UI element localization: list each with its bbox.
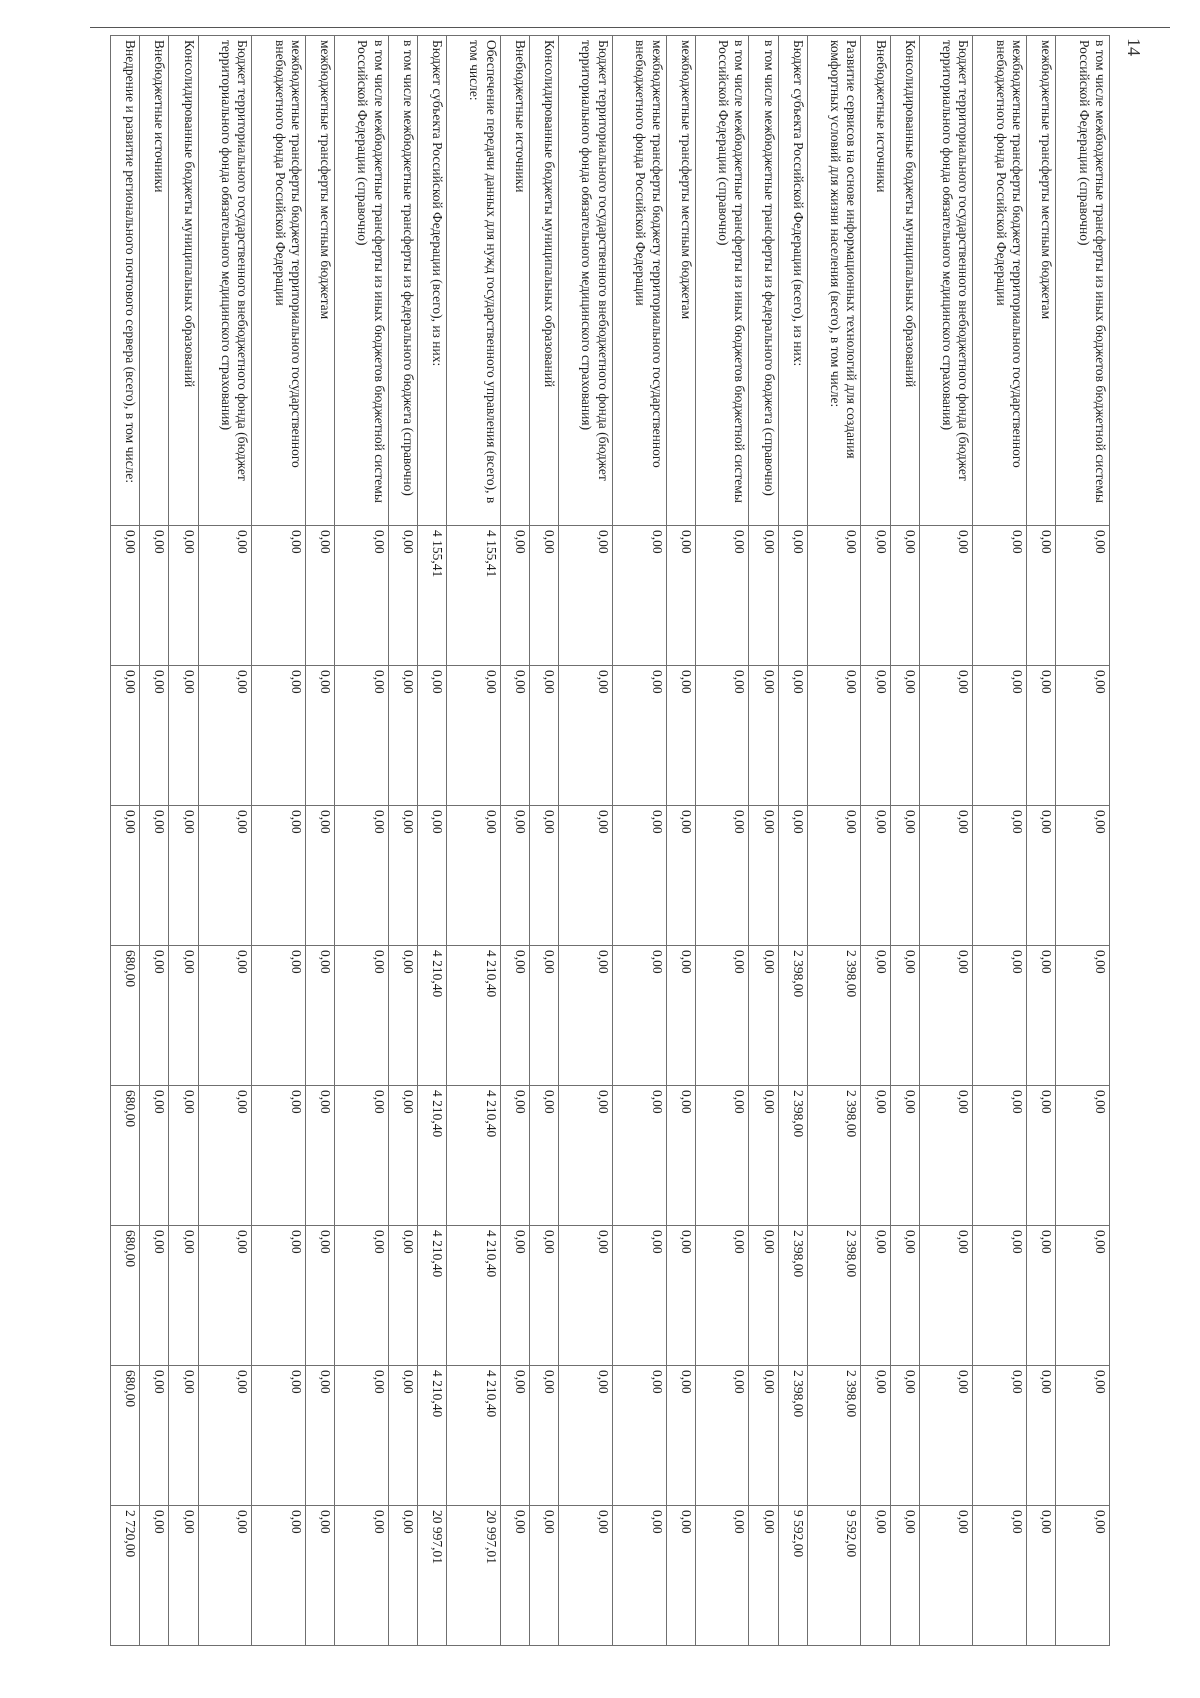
value-cell: 0,00 xyxy=(252,1226,306,1366)
value-cell: 0,00 xyxy=(335,1506,389,1646)
value-cell: 0,00 xyxy=(500,526,529,666)
value-cell: 0,00 xyxy=(695,1086,749,1226)
value-cell: 0,00 xyxy=(973,1086,1027,1226)
value-cell: 2 398,00 xyxy=(778,1366,807,1506)
value-cell: 0,00 xyxy=(861,1226,890,1366)
row-label: межбюджетные трансферты местным бюджетам xyxy=(306,36,335,526)
table-row xyxy=(973,36,1027,1646)
value-cell: 0,00 xyxy=(890,1506,919,1646)
header-rule xyxy=(90,27,1170,28)
value-cell: 2 720,00 xyxy=(111,1506,140,1646)
value-cell: 0,00 xyxy=(306,1086,335,1226)
value-cell: 20 997,01 xyxy=(418,1506,447,1646)
value-cell: 0,00 xyxy=(1056,526,1110,666)
value-cell: 0,00 xyxy=(919,526,973,666)
value-cell: 0,00 xyxy=(140,946,169,1086)
value-cell: 0,00 xyxy=(500,946,529,1086)
value-cell: 0,00 xyxy=(666,1226,695,1366)
value-cell: 0,00 xyxy=(140,1226,169,1366)
value-cell: 0,00 xyxy=(559,946,613,1086)
value-cell: 0,00 xyxy=(749,666,778,806)
value-cell: 0,00 xyxy=(111,526,140,666)
value-cell: 4 210,40 xyxy=(447,1226,501,1366)
value-cell: 0,00 xyxy=(559,526,613,666)
value-cell: 0,00 xyxy=(749,1506,778,1646)
table-row xyxy=(612,36,666,1646)
table-row xyxy=(500,36,529,1646)
value-cell: 0,00 xyxy=(335,526,389,666)
value-cell: 0,00 xyxy=(861,1086,890,1226)
value-cell: 4 155,41 xyxy=(447,526,501,666)
value-cell: 0,00 xyxy=(695,1506,749,1646)
row-label: в том числе межбюджетные трансферты из иных бюджетов бюджетной системы Российской Федерации (справочно) xyxy=(1056,36,1110,526)
value-cell: 0,00 xyxy=(252,526,306,666)
value-cell: 0,00 xyxy=(388,1506,417,1646)
value-cell: 4 210,40 xyxy=(418,946,447,1086)
value-cell: 0,00 xyxy=(559,666,613,806)
value-cell: 0,00 xyxy=(749,1086,778,1226)
value-cell: 0,00 xyxy=(973,806,1027,946)
value-cell: 0,00 xyxy=(861,1366,890,1506)
value-cell: 0,00 xyxy=(198,666,252,806)
value-cell: 680,00 xyxy=(111,946,140,1086)
table-row xyxy=(861,36,890,1646)
value-cell: 0,00 xyxy=(890,666,919,806)
value-cell: 0,00 xyxy=(198,806,252,946)
value-cell: 0,00 xyxy=(169,1366,198,1506)
row-label: Бюджет территориального государственного внебюджетного фонда (бюджет территориального фонда обязательного медицинского страхования) xyxy=(559,36,613,526)
table-row xyxy=(418,36,447,1646)
value-cell: 0,00 xyxy=(529,526,558,666)
table-body xyxy=(111,36,1110,1646)
value-cell: 0,00 xyxy=(807,806,861,946)
value-cell: 0,00 xyxy=(1056,1506,1110,1646)
row-label: Консолидированные бюджеты муниципальных образований xyxy=(169,36,198,526)
value-cell: 0,00 xyxy=(198,1506,252,1646)
value-cell: 0,00 xyxy=(778,666,807,806)
value-cell: 0,00 xyxy=(335,806,389,946)
value-cell: 0,00 xyxy=(861,1506,890,1646)
value-cell: 0,00 xyxy=(335,1226,389,1366)
value-cell: 0,00 xyxy=(169,1226,198,1366)
value-cell: 2 398,00 xyxy=(778,1086,807,1226)
value-cell: 0,00 xyxy=(778,806,807,946)
value-cell: 4 210,40 xyxy=(447,946,501,1086)
row-label: межбюджетные трансферты бюджету территориального государственного внебюджетного фонда Российской Федерации xyxy=(612,36,666,526)
value-cell: 0,00 xyxy=(306,806,335,946)
table-row xyxy=(529,36,558,1646)
value-cell: 0,00 xyxy=(749,1366,778,1506)
value-cell: 0,00 xyxy=(695,1366,749,1506)
value-cell: 0,00 xyxy=(306,1366,335,1506)
row-label: Внедрение и развитие регионального почтового сервера (всего), в том числе: xyxy=(111,36,140,526)
value-cell: 0,00 xyxy=(306,1226,335,1366)
value-cell: 0,00 xyxy=(695,1226,749,1366)
row-label: межбюджетные трансферты бюджету территориального государственного внебюджетного фонда Российской Федерации xyxy=(973,36,1027,526)
table-row xyxy=(447,36,501,1646)
value-cell: 0,00 xyxy=(388,946,417,1086)
value-cell: 0,00 xyxy=(890,1226,919,1366)
table-row xyxy=(198,36,252,1646)
value-cell: 0,00 xyxy=(140,1086,169,1226)
row-label: межбюджетные трансферты местным бюджетам xyxy=(666,36,695,526)
value-cell: 0,00 xyxy=(500,666,529,806)
value-cell: 0,00 xyxy=(666,1366,695,1506)
table-row xyxy=(695,36,749,1646)
value-cell: 0,00 xyxy=(388,1366,417,1506)
value-cell: 0,00 xyxy=(500,1226,529,1366)
value-cell: 0,00 xyxy=(529,666,558,806)
value-cell: 0,00 xyxy=(612,1506,666,1646)
value-cell: 0,00 xyxy=(1027,666,1056,806)
value-cell: 0,00 xyxy=(861,806,890,946)
value-cell: 0,00 xyxy=(919,1506,973,1646)
value-cell: 0,00 xyxy=(807,526,861,666)
table-row xyxy=(306,36,335,1646)
value-cell: 0,00 xyxy=(612,1226,666,1366)
value-cell: 0,00 xyxy=(388,526,417,666)
value-cell: 0,00 xyxy=(529,946,558,1086)
table-row xyxy=(335,36,389,1646)
value-cell: 0,00 xyxy=(500,806,529,946)
value-cell: 0,00 xyxy=(973,526,1027,666)
value-cell: 0,00 xyxy=(1056,666,1110,806)
value-cell: 4 210,40 xyxy=(447,1086,501,1226)
value-cell: 0,00 xyxy=(612,526,666,666)
value-cell: 2 398,00 xyxy=(778,946,807,1086)
value-cell: 0,00 xyxy=(198,526,252,666)
value-cell: 0,00 xyxy=(252,946,306,1086)
budget-table xyxy=(110,35,1110,1646)
value-cell: 0,00 xyxy=(695,526,749,666)
value-cell: 0,00 xyxy=(1056,1086,1110,1226)
value-cell: 0,00 xyxy=(919,946,973,1086)
value-cell: 9 592,00 xyxy=(807,1506,861,1646)
value-cell: 0,00 xyxy=(749,526,778,666)
table-row xyxy=(1056,36,1110,1646)
value-cell: 0,00 xyxy=(666,806,695,946)
value-cell: 0,00 xyxy=(890,806,919,946)
value-cell: 0,00 xyxy=(807,666,861,806)
value-cell: 2 398,00 xyxy=(807,946,861,1086)
row-label: Бюджет территориального государственного внебюджетного фонда (бюджет территориального фонда обязательного медицинского страхования) xyxy=(198,36,252,526)
value-cell: 0,00 xyxy=(695,806,749,946)
value-cell: 0,00 xyxy=(335,1366,389,1506)
value-cell: 0,00 xyxy=(529,806,558,946)
value-cell: 2 398,00 xyxy=(778,1226,807,1366)
value-cell: 0,00 xyxy=(388,666,417,806)
value-cell: 0,00 xyxy=(418,806,447,946)
value-cell: 4 210,40 xyxy=(418,1226,447,1366)
value-cell: 0,00 xyxy=(612,946,666,1086)
value-cell: 0,00 xyxy=(447,806,501,946)
row-label: Консолидированные бюджеты муниципальных образований xyxy=(890,36,919,526)
value-cell: 0,00 xyxy=(559,1086,613,1226)
value-cell: 0,00 xyxy=(973,1366,1027,1506)
value-cell: 0,00 xyxy=(111,806,140,946)
value-cell: 0,00 xyxy=(861,946,890,1086)
value-cell: 0,00 xyxy=(169,1506,198,1646)
row-label: Внебюджетные источники xyxy=(140,36,169,526)
value-cell: 0,00 xyxy=(890,1086,919,1226)
value-cell: 680,00 xyxy=(111,1086,140,1226)
value-cell: 0,00 xyxy=(111,666,140,806)
value-cell: 0,00 xyxy=(1056,1366,1110,1506)
value-cell: 0,00 xyxy=(1027,526,1056,666)
value-cell: 0,00 xyxy=(612,806,666,946)
value-cell: 0,00 xyxy=(666,526,695,666)
row-label: Бюджет субъекта Российской Федерации (всего), из них: xyxy=(778,36,807,526)
value-cell: 0,00 xyxy=(169,1086,198,1226)
value-cell: 0,00 xyxy=(612,1086,666,1226)
value-cell: 0,00 xyxy=(890,1366,919,1506)
value-cell: 0,00 xyxy=(140,666,169,806)
value-cell: 0,00 xyxy=(388,806,417,946)
value-cell: 0,00 xyxy=(1027,806,1056,946)
value-cell: 680,00 xyxy=(111,1366,140,1506)
row-label: межбюджетные трансферты бюджету территориального государственного внебюджетного фонда Российской Федерации xyxy=(252,36,306,526)
value-cell: 0,00 xyxy=(890,526,919,666)
value-cell: 2 398,00 xyxy=(807,1366,861,1506)
row-label: межбюджетные трансферты местным бюджетам xyxy=(1027,36,1056,526)
value-cell: 0,00 xyxy=(666,666,695,806)
value-cell: 0,00 xyxy=(252,1086,306,1226)
table-row xyxy=(807,36,861,1646)
value-cell: 0,00 xyxy=(169,666,198,806)
table-row xyxy=(388,36,417,1646)
table-row xyxy=(169,36,198,1646)
value-cell: 0,00 xyxy=(306,666,335,806)
value-cell: 0,00 xyxy=(919,1226,973,1366)
value-cell: 0,00 xyxy=(306,526,335,666)
value-cell: 4 210,40 xyxy=(418,1086,447,1226)
value-cell: 0,00 xyxy=(749,806,778,946)
value-cell: 0,00 xyxy=(666,1506,695,1646)
value-cell: 0,00 xyxy=(500,1366,529,1506)
value-cell: 0,00 xyxy=(169,946,198,1086)
value-cell: 0,00 xyxy=(252,1506,306,1646)
row-label: Бюджет территориального государственного внебюджетного фонда (бюджет территориального фонда обязательного медицинского страхования) xyxy=(919,36,973,526)
value-cell: 0,00 xyxy=(529,1086,558,1226)
value-cell: 0,00 xyxy=(919,1086,973,1226)
value-cell: 0,00 xyxy=(388,1226,417,1366)
value-cell: 4 210,40 xyxy=(447,1366,501,1506)
value-cell: 0,00 xyxy=(919,806,973,946)
value-cell: 0,00 xyxy=(252,806,306,946)
table-row xyxy=(778,36,807,1646)
value-cell: 0,00 xyxy=(973,1226,1027,1366)
value-cell: 0,00 xyxy=(612,1366,666,1506)
value-cell: 0,00 xyxy=(749,946,778,1086)
value-cell: 0,00 xyxy=(666,1086,695,1226)
value-cell: 20 997,01 xyxy=(447,1506,501,1646)
page-number: 14 xyxy=(1124,38,1144,56)
value-cell: 0,00 xyxy=(559,1366,613,1506)
value-cell: 2 398,00 xyxy=(807,1086,861,1226)
value-cell: 0,00 xyxy=(1056,1226,1110,1366)
row-label: в том числе межбюджетные трансферты из федерального бюджета (справочно) xyxy=(388,36,417,526)
value-cell: 0,00 xyxy=(418,666,447,806)
value-cell: 0,00 xyxy=(695,946,749,1086)
table-row xyxy=(559,36,613,1646)
value-cell: 0,00 xyxy=(695,666,749,806)
table-row xyxy=(666,36,695,1646)
value-cell: 0,00 xyxy=(1027,946,1056,1086)
value-cell: 0,00 xyxy=(169,806,198,946)
row-label: Внебюджетные источники xyxy=(500,36,529,526)
value-cell: 0,00 xyxy=(252,1366,306,1506)
value-cell: 0,00 xyxy=(529,1366,558,1506)
row-label: Консолидированные бюджеты муниципальных образований xyxy=(529,36,558,526)
value-cell: 0,00 xyxy=(169,526,198,666)
row-label: Обеспечение передачи данных для нужд государственного управления (всего), в том числе: xyxy=(447,36,501,526)
value-cell: 0,00 xyxy=(749,1226,778,1366)
table-row xyxy=(749,36,778,1646)
value-cell: 0,00 xyxy=(140,1506,169,1646)
value-cell: 0,00 xyxy=(335,1086,389,1226)
rotated-sheet xyxy=(110,35,1110,1645)
value-cell: 0,00 xyxy=(919,666,973,806)
value-cell: 0,00 xyxy=(198,1226,252,1366)
row-label: в том числе межбюджетные трансферты из федерального бюджета (справочно) xyxy=(749,36,778,526)
value-cell: 0,00 xyxy=(973,666,1027,806)
value-cell: 4 210,40 xyxy=(418,1366,447,1506)
row-label: Внебюджетные источники xyxy=(861,36,890,526)
value-cell: 0,00 xyxy=(306,946,335,1086)
value-cell: 0,00 xyxy=(529,1226,558,1366)
value-cell: 0,00 xyxy=(1056,946,1110,1086)
value-cell: 0,00 xyxy=(1027,1506,1056,1646)
value-cell: 0,00 xyxy=(973,946,1027,1086)
value-cell: 0,00 xyxy=(306,1506,335,1646)
value-cell: 0,00 xyxy=(778,526,807,666)
value-cell: 0,00 xyxy=(919,1366,973,1506)
value-cell: 0,00 xyxy=(198,1086,252,1226)
value-cell: 0,00 xyxy=(447,666,501,806)
table-row xyxy=(1027,36,1056,1646)
value-cell: 0,00 xyxy=(612,666,666,806)
value-cell: 0,00 xyxy=(559,1506,613,1646)
value-cell: 4 155,41 xyxy=(418,526,447,666)
value-cell: 0,00 xyxy=(252,666,306,806)
row-label: в том числе межбюджетные трансферты из иных бюджетов бюджетной системы Российской Федерации (справочно) xyxy=(695,36,749,526)
value-cell: 0,00 xyxy=(500,1506,529,1646)
value-cell: 680,00 xyxy=(111,1226,140,1366)
value-cell: 0,00 xyxy=(198,946,252,1086)
value-cell: 0,00 xyxy=(1027,1226,1056,1366)
value-cell: 0,00 xyxy=(559,806,613,946)
row-label: Бюджет субъекта Российской Федерации (всего), из них: xyxy=(418,36,447,526)
value-cell: 0,00 xyxy=(559,1226,613,1366)
value-cell: 0,00 xyxy=(1027,1086,1056,1226)
table-row xyxy=(919,36,973,1646)
value-cell: 2 398,00 xyxy=(807,1226,861,1366)
row-label: Развитие сервисов на основе информационных технологий для создания комфортных условий для жизни населения (всего), в том числе: xyxy=(807,36,861,526)
value-cell: 0,00 xyxy=(388,1086,417,1226)
value-cell: 0,00 xyxy=(890,946,919,1086)
value-cell: 0,00 xyxy=(500,1086,529,1226)
value-cell: 0,00 xyxy=(140,806,169,946)
value-cell: 0,00 xyxy=(140,526,169,666)
value-cell: 9 592,00 xyxy=(778,1506,807,1646)
value-cell: 0,00 xyxy=(335,946,389,1086)
value-cell: 0,00 xyxy=(1027,1366,1056,1506)
value-cell: 0,00 xyxy=(666,946,695,1086)
value-cell: 0,00 xyxy=(973,1506,1027,1646)
value-cell: 0,00 xyxy=(861,666,890,806)
value-cell: 0,00 xyxy=(198,1366,252,1506)
value-cell: 0,00 xyxy=(335,666,389,806)
table-row xyxy=(111,36,140,1646)
value-cell: 0,00 xyxy=(529,1506,558,1646)
row-label: в том числе межбюджетные трансферты из иных бюджетов бюджетной системы Российской Федерации (справочно) xyxy=(335,36,389,526)
table-row xyxy=(890,36,919,1646)
table-row xyxy=(140,36,169,1646)
value-cell: 0,00 xyxy=(140,1366,169,1506)
value-cell: 0,00 xyxy=(861,526,890,666)
value-cell: 0,00 xyxy=(1056,806,1110,946)
table-row xyxy=(252,36,306,1646)
